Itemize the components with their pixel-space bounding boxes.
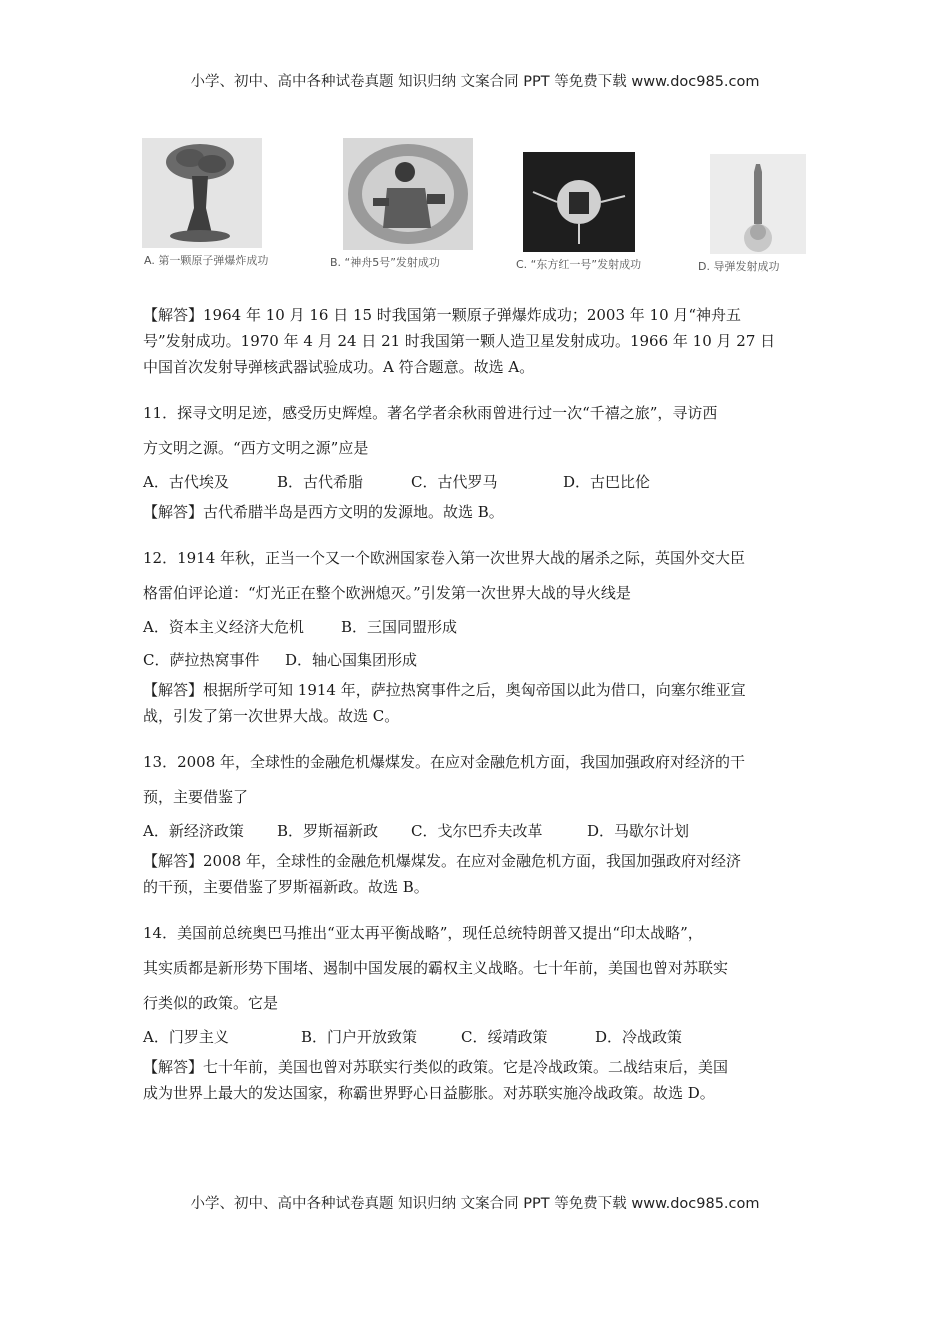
question-stem: 其实质都是新形势下围堵、遏制中国发展的霸权主义战略。七十年前，美国也曾对苏联实 [143,959,729,977]
question-answer: 【解答】古代希腊半岛是西方文明的发源地。故选 B。 [143,503,504,521]
option-b: B．门户开放致策 [301,1028,418,1046]
figure-row [140,138,820,278]
option-c: C．萨拉热窝事件 [143,651,260,669]
option-a: A．古代埃及 [143,473,229,491]
question-stem: 12．1914 年秋，正当一个又一个欧洲国家卷入第一次世界大战的屠杀之际，英国外交大臣 [143,549,746,567]
option-d: D．古巴比伦 [563,473,651,491]
figure-caption-b: B. “神舟5号”发射成功 [330,256,440,269]
shenzhou-5-photo [343,138,473,250]
atomic-bomb-photo [142,138,262,248]
answer-line: 号”发射成功。1970 年 4 月 24 日 21 时我国第一颗人造卫星发射成功。1966 年 10 月 27 日 [143,332,776,350]
question-answer: 的干预，主要借鉴了罗斯福新政。故选 B。 [143,878,429,896]
question-stem: 11．探寻文明足迹，感受历史辉煌。著名学者余秋雨曾进行过一次“千禧之旅”，寻访西 [143,404,718,422]
option-c: C．古代罗马 [411,473,498,491]
options-line [143,466,815,499]
question-stem: 行类似的政策。它是 [143,994,279,1012]
question-answer: 【解答】七十年前，美国也曾对苏联实行类似的政策。它是冷战政策。二战结束后，美国 [143,1058,729,1076]
options-line [143,644,815,677]
page-header: 小学、初中、高中各种试卷真题 知识归纳 文案合同 PPT 等免费下载 www.doc985.com [190,74,760,90]
options-line [143,1021,815,1054]
page-footer: 小学、初中、高中各种试卷真题 知识归纳 文案合同 PPT 等免费下载 www.doc985.com [190,1196,760,1212]
options-line [143,815,815,848]
question-stem: 13．2008 年，全球性的金融危机爆煤发。在应对金融危机方面，我国加强政府对经济的干 [143,753,746,771]
option-c: C．绥靖政策 [461,1028,548,1046]
q10-answer [143,302,815,380]
option-a: A．资本主义经济大危机 [143,618,304,636]
option-b: B．罗斯福新政 [277,822,379,840]
missile-launch-photo [710,154,806,254]
option-d: D．冷战政策 [595,1028,683,1046]
question-stem: 格雷伯评论道：“灯光正在整个欧洲熄灭。”引发第一次世界大战的导火线是 [143,584,631,602]
answer-line: 中国首次发射导弹核武器试验成功。A 符合题意。故选 A。 [143,358,535,376]
dongfanghong-1-photo [523,152,635,252]
option-a: A．新经济政策 [143,822,244,840]
question-12 [143,541,815,729]
option-b: B．古代希脂 [277,473,364,491]
question-answer: 【解答】2008 年，全球性的金融危机爆煤发。在应对金融危机方面，我国加强政府对经济 [143,852,741,870]
option-b: B．三国同盟形成 [341,618,458,636]
question-stem: 方文明之源。“西方文明之源”应是 [143,439,369,457]
option-a: A．门罗主义 [143,1028,229,1046]
option-d: D．轴心国集团形成 [285,651,418,669]
question-answer: 成为世界上最大的发达国家，称霸世界野心日益膨胀。对苏联实施冷战政策。故选 D。 [143,1084,715,1102]
question-14 [143,916,815,1106]
question-stem: 14．美国前总统奥巴马推出“亚太再平衡战略”，现任总统特朗普又提出“印太战略”， [143,924,703,942]
figure-caption-a: A. 第一颗原子弹爆炸成功 [144,254,269,267]
option-d: D．马歇尔计划 [587,822,690,840]
question-13 [143,745,815,900]
question-11 [143,396,815,525]
options-line [143,611,815,644]
document-body [143,302,815,1106]
figure-caption-d: D. 导弹发射成功 [698,260,780,273]
question-answer: 【解答】根据所学可知 1914 年，萨拉热窝事件之后，奥匈帝国以此为借口，向塞尔维亚宣 [143,681,746,699]
question-stem: 预，主要借鉴了 [143,788,249,806]
figure-caption-c: C. “东方红一号”发射成功 [516,258,642,271]
question-answer: 战，引发了第一次世界大战。故选 C。 [143,707,400,725]
option-c: C．戈尔巴乔夫改革 [411,822,543,840]
answer-line: 【解答】1964 年 10 月 16 日 15 时我国第一颗原子弹爆炸成功；2003 年 10 月“神舟五 [143,306,742,324]
